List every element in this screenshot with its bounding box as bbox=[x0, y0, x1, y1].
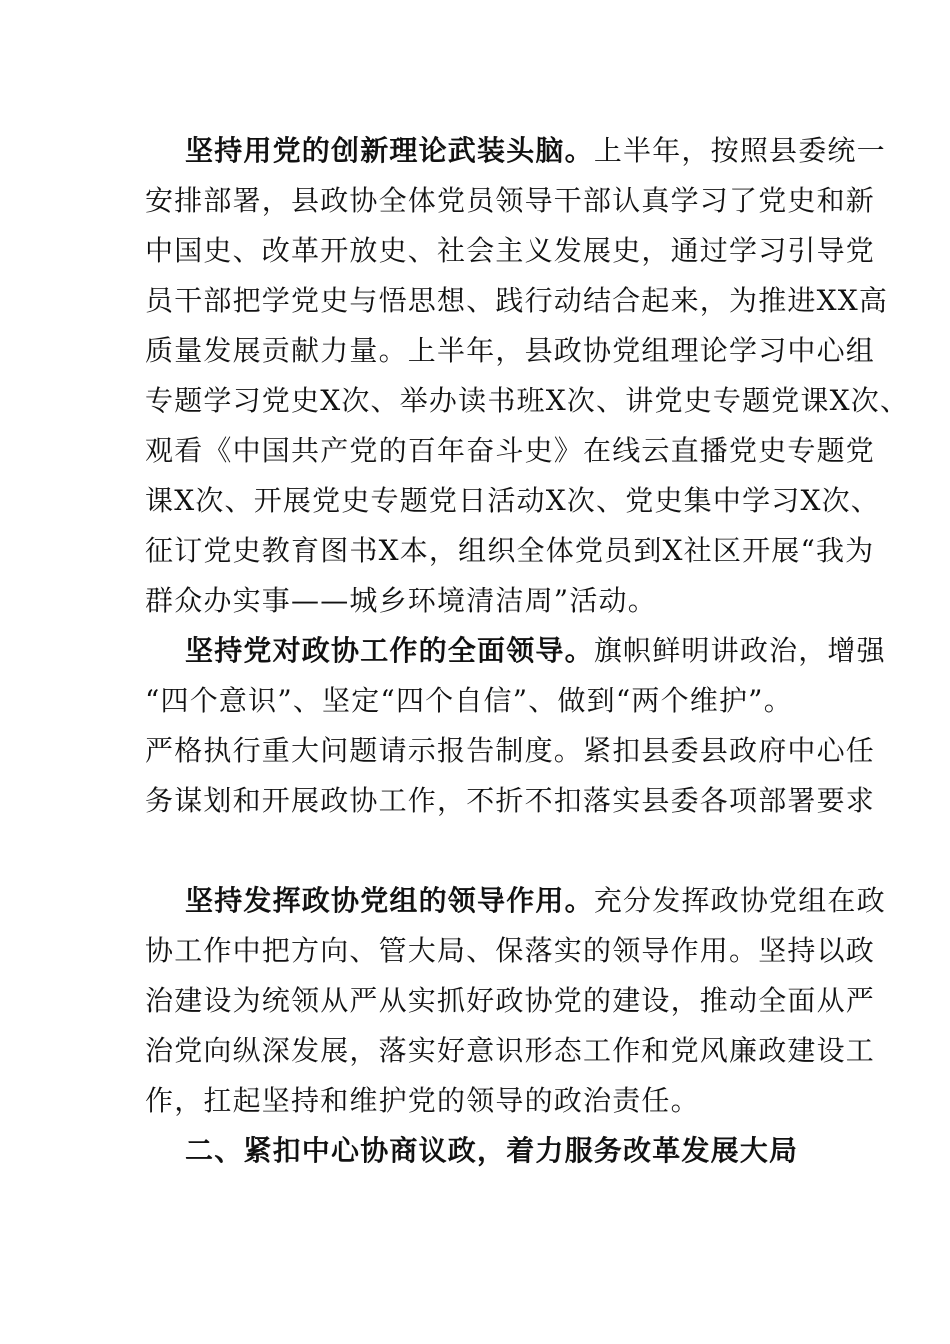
paragraph-1-line-1 bbox=[185, 134, 886, 168]
paragraph-3-text: 充分发挥政协党组在政 bbox=[593, 884, 886, 917]
paragraph-1-line: 观看《中国共产党的百年奋斗史》在线云直播党史专题党 bbox=[145, 434, 876, 467]
paragraph-1-line: 中国史、改革开放史、社会主义发展史，通过学习引导党 bbox=[145, 234, 876, 267]
paragraph-1-line: 员干部把学党史与悟思想、践行动结合起来，为推进XX高 bbox=[145, 284, 889, 317]
paragraph-3-line: 作，扛起坚持和维护党的领导的政治责任。 bbox=[145, 1084, 700, 1117]
paragraph-1-line: 安排部署，县政协全体党员领导干部认真学习了党史和新 bbox=[145, 184, 876, 217]
paragraph-3-line: 协工作中把方向、管大局、保落实的领导作用。坚持以政 bbox=[145, 934, 876, 967]
paragraph-3-line: 治建设为统领从严从实抓好政协党的建设，推动全面从严 bbox=[145, 984, 876, 1017]
paragraph-2-line: 严格执行重大问题请示报告制度。紧扣县委县政府中心任 bbox=[145, 734, 876, 767]
section-heading: 二、紧扣中心协商议政，着力服务改革发展大局 bbox=[185, 1134, 799, 1167]
paragraph-1-text: 上半年，按照县委统一 bbox=[593, 134, 886, 167]
paragraph-2-text: 旗帜鲜明讲政治，增强 bbox=[593, 634, 886, 667]
paragraph-3-heading: 坚持发挥政协党组的领导作用。 bbox=[185, 884, 594, 917]
paragraph-2-line-1 bbox=[185, 634, 886, 668]
paragraph-1-line: 群众办实事——城乡环境清洁周”活动。 bbox=[145, 584, 657, 617]
paragraph-1-line: 质量发展贡献力量。上半年，县政协党组理论学习中心组 bbox=[145, 334, 876, 367]
paragraph-2-line: 务谋划和开展政协工作，不折不扣落实县委各项部署要求 bbox=[145, 784, 876, 817]
paragraph-1-line: 征订党史教育图书X本，组织全体党员到X社区开展“我为 bbox=[145, 534, 875, 567]
paragraph-1-line: 课X次、开展党史专题党日活动X次、党史集中学习X次、 bbox=[145, 484, 881, 517]
paragraph-3-line: 治党向纵深发展，落实好意识形态工作和党风廉政建设工 bbox=[145, 1034, 876, 1067]
paragraph-2-heading: 坚持党对政协工作的全面领导。 bbox=[185, 634, 594, 667]
paragraph-1-heading: 坚持用党的创新理论武装头脑。 bbox=[185, 134, 594, 167]
paragraph-1-line: 专题学习党史X次、举办读书班X次、讲党史专题党课X次、 bbox=[145, 384, 910, 417]
paragraph-3-line-1 bbox=[185, 884, 886, 918]
paragraph-2-line: “四个意识”、坚定“四个自信”、做到“两个维护”。 bbox=[145, 684, 793, 717]
